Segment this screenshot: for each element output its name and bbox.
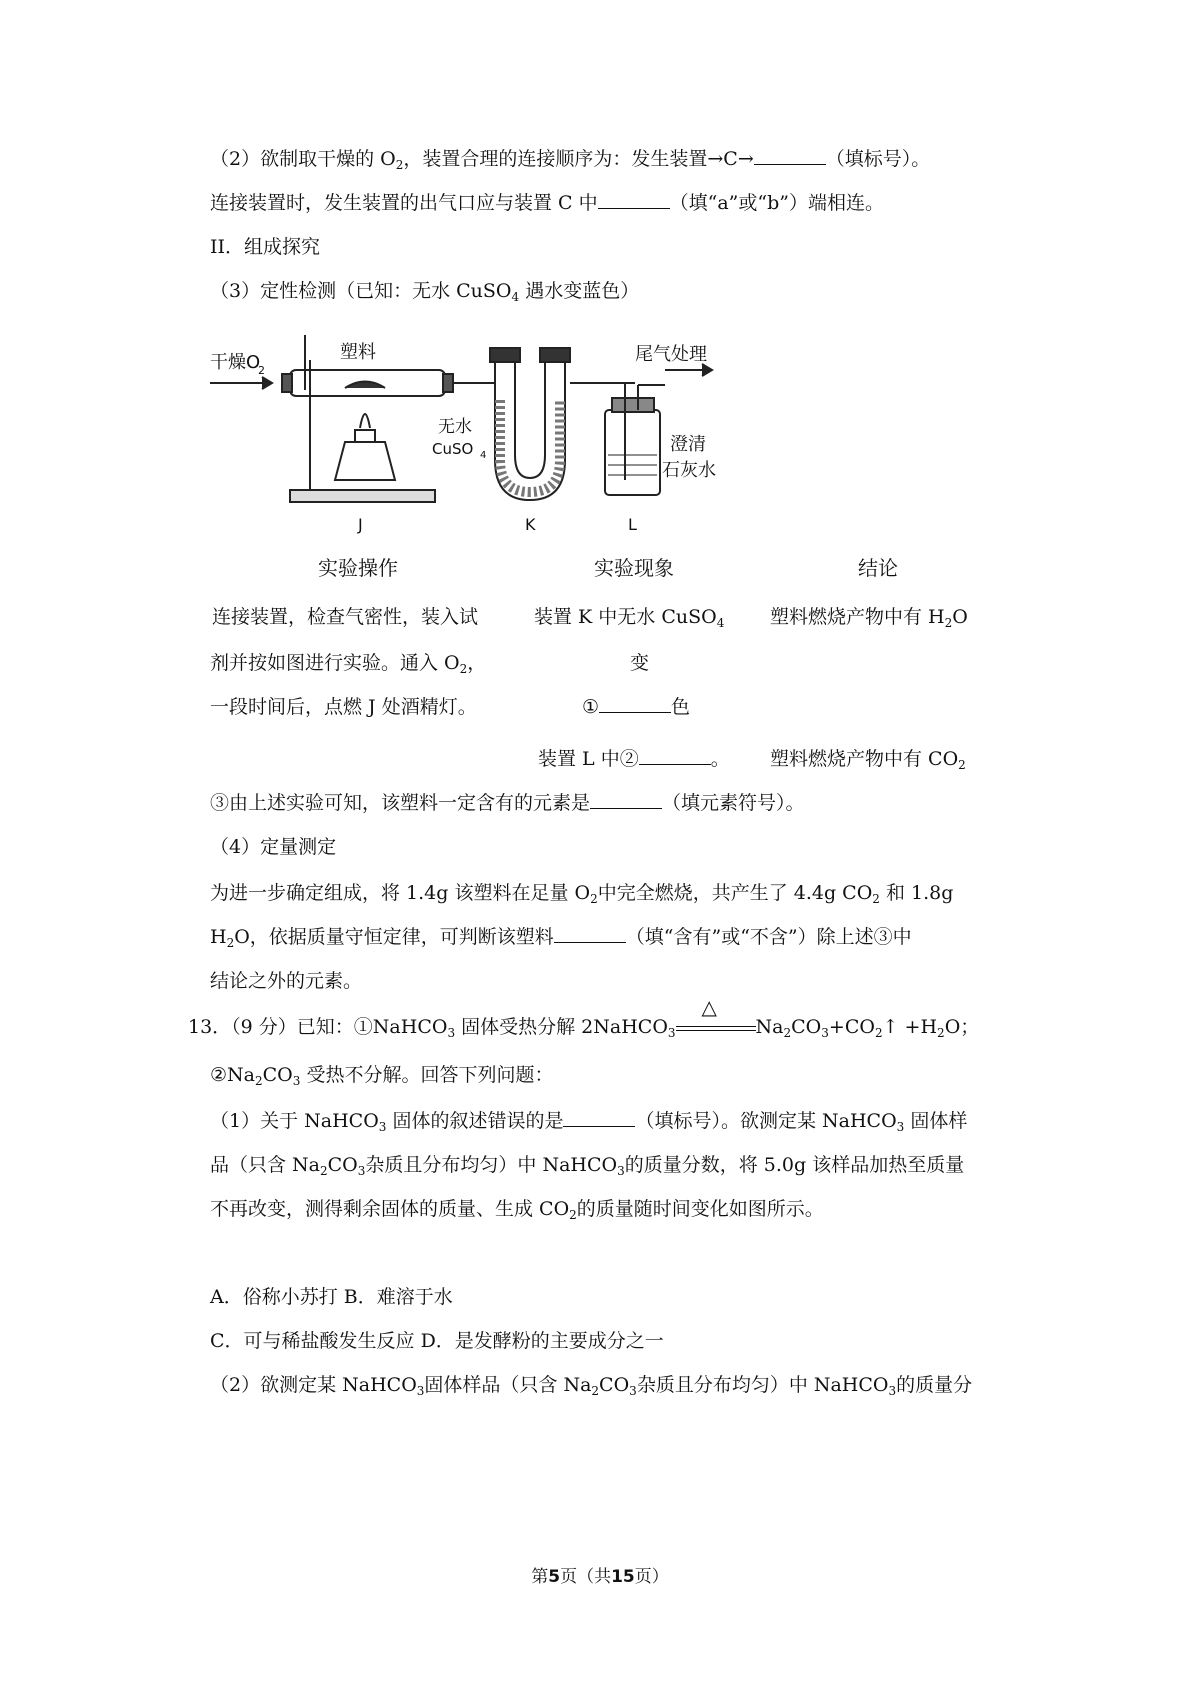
svg-text:J: J [358, 515, 363, 534]
q4-line1: 为进一步确定组成，将 1.4g 该塑料在足量 $O_2$中完全燃烧，共产生了 4.4g $CO_2$ 和 1.8g [210, 882, 954, 906]
table-cell: 一段时间后，点燃 J 处酒精灯。 [210, 696, 477, 718]
svg-text:L: L [628, 515, 637, 534]
table-cell: 连接装置，检查气密性，装入试 [212, 606, 479, 628]
q13-part1-line1: （1）关于 NaHCO$_3$ 固体的叙述错误的是 （填标号）。欲测定某 NaHCO$_3$ 固体样 [210, 1110, 968, 1134]
svg-text:CuSO: CuSO [432, 440, 474, 458]
table-cell: 塑料燃烧产物中有 $CO_2$ [770, 748, 966, 772]
q4-line2: $H_2O$，依据质量守恒定律，可判断该塑料 （填“含有”或“不含”）除上述③中 [210, 926, 912, 950]
table-cell: 装置 L 中② 。 [538, 748, 730, 770]
answer-blank[interactable] [754, 146, 826, 165]
svg-text:尾气处理: 尾气处理 [635, 344, 707, 365]
q13-part1-line3: 不再改变，测得剩余固体的质量、生成 $CO_2$的质量随时间变化如图所示。 [210, 1198, 824, 1222]
table-header: 实验操作 [318, 556, 398, 580]
q4-title: （4）定量测定 [210, 836, 337, 858]
table-cell: 装置 K 中无水 CuSO$_4$ [534, 606, 725, 630]
answer-blank[interactable] [563, 1108, 635, 1127]
answer-blank[interactable] [639, 746, 711, 765]
table-cell: 塑料燃烧产物中有 $H_2O$ [770, 606, 968, 630]
page-footer: 第5页（共15页） [531, 1567, 669, 1587]
table-header: 实验现象 [594, 556, 674, 580]
svg-text:K: K [525, 515, 536, 534]
q13-part2-line1: （2）欲测定某 NaHCO$_3$固体样品（只含 $Na_2CO_3$杂质且分布均匀）中 NaHCO$_3$的质量分 [210, 1374, 973, 1398]
section-title: II．组成探究 [210, 236, 321, 258]
table-header: 结论 [858, 556, 898, 580]
apparatus-figure [210, 330, 770, 550]
q13-line2: $②Na_2CO_3$ 受热不分解。回答下列问题： [210, 1064, 554, 1088]
table-cell: ① 色 [582, 696, 691, 718]
table-cell: 变 [630, 652, 650, 674]
svg-text:4: 4 [480, 450, 487, 461]
answer-blank[interactable] [554, 924, 626, 943]
q3-conclusion: ③由上述实验可知，该塑料一定含有的元素是 （填元素符号）。 [210, 792, 805, 814]
q13-part1-line2: 品（只含 $Na_2CO_3$杂质且分布均匀）中 NaHCO$_3$的质量分数，将 5.0g 该样品加热至质量 [210, 1154, 965, 1178]
svg-text:干燥O: 干燥O [210, 352, 261, 373]
q13-line1: 13．（9 分）已知：①NaHCO$_3$ 固体受热分解 2NaHCO$_3$ △ $Na_2CO_3+CO_2↑ +H_2O$； [188, 995, 980, 1040]
q2-line1: （2）欲制取干燥的 $O_2$，装置合理的连接顺序为：发生装置→C→ （填标号）。 [210, 148, 931, 172]
option-a-b: A．俗称小苏打 B．难溶于水 [210, 1286, 453, 1308]
svg-text:2: 2 [258, 364, 265, 377]
answer-blank[interactable] [590, 790, 662, 809]
svg-text:无水: 无水 [438, 417, 472, 437]
answer-blank[interactable] [598, 190, 670, 209]
svg-text:澄清: 澄清 [670, 434, 706, 455]
table-cell: 剂并按如图进行实验。通入 $O_2$， [210, 652, 487, 676]
option-c-d: C．可与稀盐酸发生反应 D．是发酵粉的主要成分之一 [210, 1330, 664, 1352]
svg-text:石灰水: 石灰水 [662, 460, 716, 481]
svg-text:塑料: 塑料 [340, 342, 376, 363]
answer-blank[interactable] [599, 694, 671, 713]
q3-title: （3）定性检测（已知：无水 CuSO$_4$ 遇水变蓝色） [210, 280, 640, 304]
q2-line2: 连接装置时，发生装置的出气口应与装置 C 中 （填“a”或“b”）端相连。 [210, 192, 884, 214]
q4-line3: 结论之外的元素。 [210, 970, 363, 992]
